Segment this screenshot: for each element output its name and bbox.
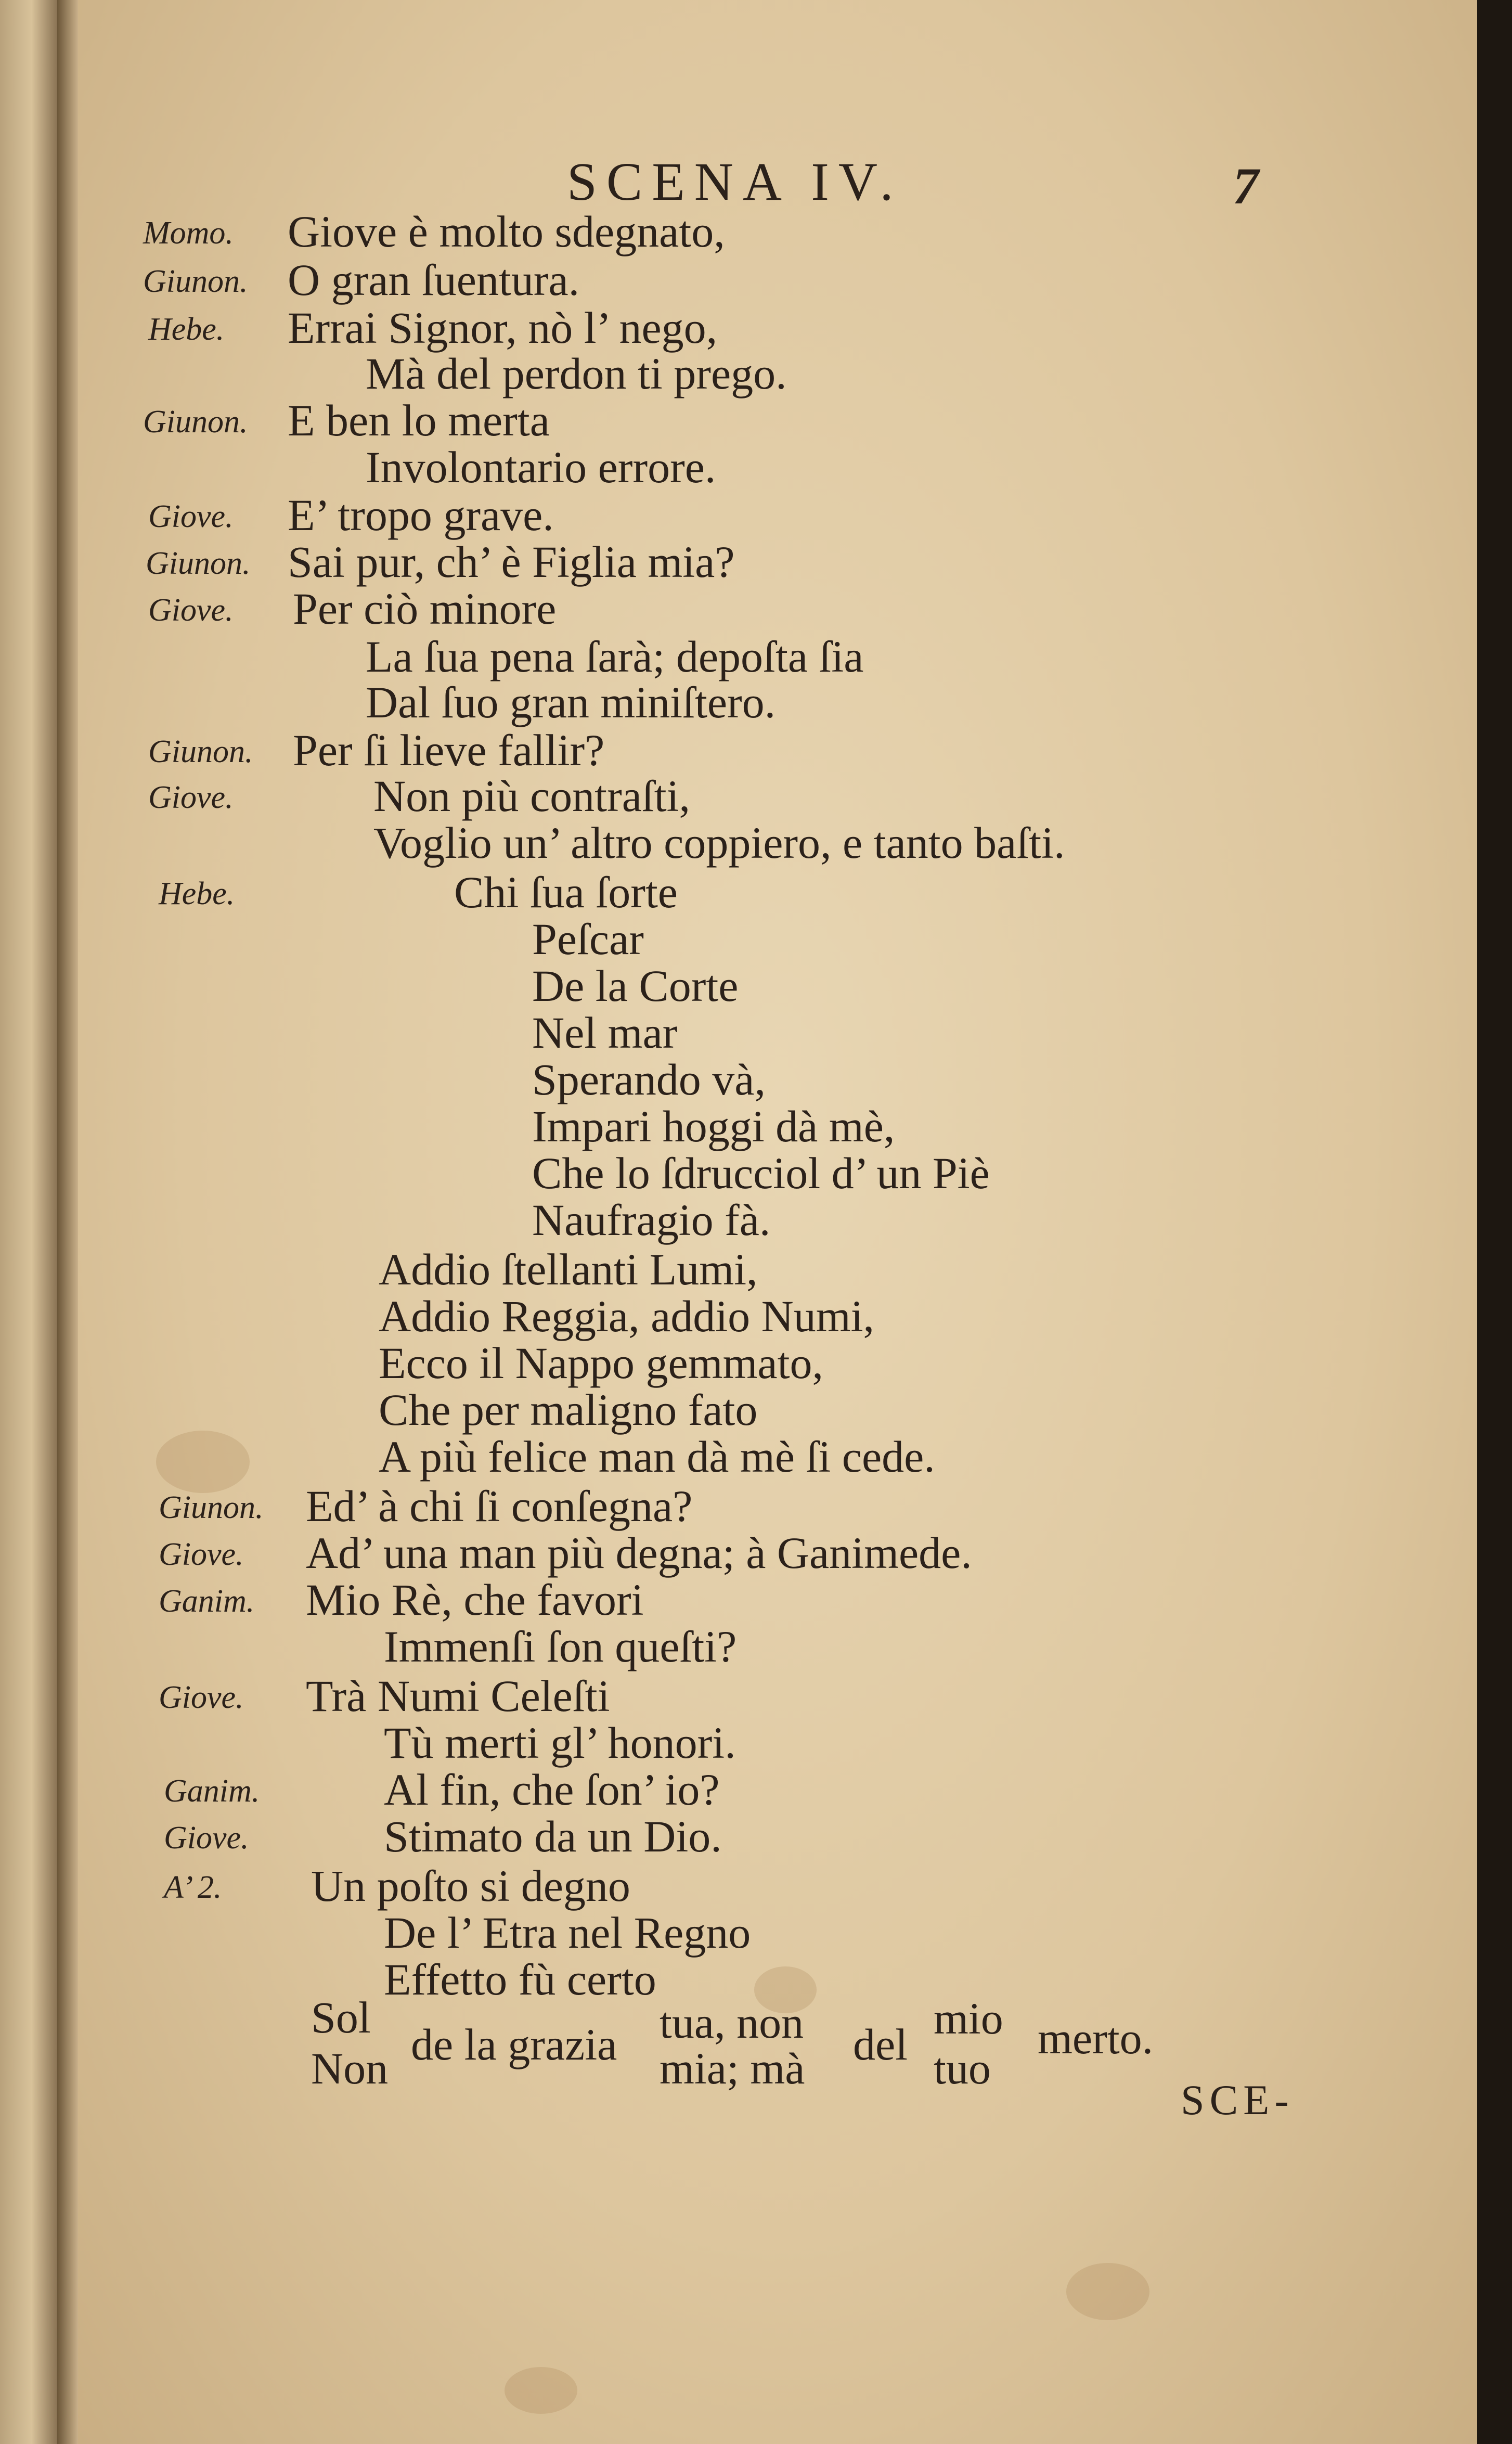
final-line-bottom-word: Non — [311, 2043, 389, 2093]
page-edge-shadow — [1477, 0, 1512, 2444]
final-line-end: merto. — [1038, 2013, 1154, 2063]
verse-line: Stimato da un Dio. — [384, 1811, 722, 1861]
speaker-label: A’ 2. — [164, 1870, 222, 1905]
foxing-stain — [156, 1431, 250, 1493]
verse-line: Chi ſua ſorte — [454, 867, 678, 917]
verse-line: Per ſi lieve fallir? — [293, 725, 605, 775]
verse-line: De la Corte — [532, 961, 739, 1011]
speaker-label: Giove. — [148, 780, 234, 815]
book-gutter — [57, 0, 78, 2444]
speaker-label: Giove. — [164, 1820, 249, 1856]
foxing-stain — [1066, 2263, 1149, 2320]
speaker-label: Hebe. — [159, 876, 235, 911]
verse-line: Che lo ſdrucciol d’ un Piè — [532, 1148, 990, 1198]
final-line-option-1-top: tua, non — [660, 1998, 804, 2048]
verse-line: Un poſto si degno — [311, 1861, 630, 1911]
verse-line: De l’ Etra nel Regno — [384, 1908, 751, 1958]
verse-line: Dal ſuo gran miniſtero. — [366, 677, 776, 727]
final-line-option-1-bottom: mia; mà — [660, 2043, 805, 2093]
speaker-label: Giove. — [148, 499, 234, 534]
verse-line: Giove è molto sdegnato, — [288, 207, 725, 256]
verse-line: Ed’ à chi ſi conſegna? — [306, 1481, 693, 1531]
verse-line: Che per maligno fato — [379, 1385, 758, 1435]
final-line-option-2-top: mio — [934, 1993, 1003, 2043]
speaker-label: Giunon. — [143, 404, 248, 440]
verse-line: E ben lo merta — [288, 395, 550, 445]
final-line-middle: de la grazia — [411, 2019, 617, 2069]
verse-line: Tù merti gl’ honori. — [384, 1718, 736, 1768]
speaker-label: Ganim. — [159, 1584, 255, 1619]
speaker-label: Momo. — [143, 215, 234, 251]
adjacent-page-edge — [0, 0, 57, 2444]
scene-heading: SCENA IV. — [567, 152, 903, 212]
catchword: SCE- — [1181, 2076, 1294, 2124]
verse-line: Addio ſtellanti Lumi, — [379, 1244, 758, 1294]
verse-line: Ecco il Nappo gemmato, — [379, 1338, 823, 1388]
verse-line: Sperando và, — [532, 1054, 766, 1104]
speaker-label: Giunon. — [159, 1490, 264, 1525]
speaker-label: Giunon. — [143, 264, 248, 299]
verse-line: Involontario errore. — [366, 442, 716, 492]
verse-line: Mio Rè, che favori — [306, 1575, 644, 1625]
verse-line: Errai Signor, nò l’ nego, — [288, 303, 718, 353]
final-line-connector: del — [853, 2019, 908, 2069]
verse-line: Sai pur, ch’ è Figlia mia? — [288, 537, 735, 587]
verse-line: Nel mar — [532, 1008, 678, 1058]
speaker-label: Giunon. — [148, 734, 253, 769]
verse-line: Naufragio fà. — [532, 1195, 771, 1245]
foxing-stain — [505, 2367, 577, 2414]
verse-line: O gran ſuentura. — [288, 255, 580, 305]
verse-line: E’ tropo grave. — [288, 490, 554, 540]
verse-line: Non più contraſti, — [373, 771, 691, 821]
verse-line: Per ciò minore — [293, 584, 557, 634]
final-line-top-word: Sol — [311, 1992, 371, 2042]
speaker-label: Giove. — [159, 1537, 244, 1572]
speaker-label: Ganim. — [164, 1773, 260, 1809]
speaker-label: Giove. — [159, 1680, 244, 1715]
verse-line: Addio Reggia, addio Numi, — [379, 1291, 875, 1341]
verse-line: Trà Numi Celeſti — [306, 1671, 610, 1721]
verse-line: Mà del perdon ti prego. — [366, 349, 787, 398]
speaker-label: Hebe. — [148, 312, 225, 347]
final-line-option-2-bottom: tuo — [934, 2043, 991, 2093]
verse-line: Impari hoggi dà mè, — [532, 1101, 895, 1151]
verse-line: La ſua pena ſarà; depoſta ſia — [366, 632, 864, 681]
verse-line: Voglio un’ altro coppiero, e tanto baſti. — [373, 818, 1065, 868]
verse-line: Peſcar — [532, 914, 644, 964]
verse-line: Al fin, che ſon’ io? — [384, 1765, 720, 1815]
speaker-label: Giove. — [148, 593, 234, 628]
verse-line: Effetto fù certo — [384, 1954, 656, 2004]
verse-line: A più felice man dà mè ſi cede. — [379, 1432, 935, 1482]
verse-line: Immenſi ſon queſti? — [384, 1622, 737, 1671]
speaker-label: Giunon. — [146, 546, 251, 581]
verse-line: Ad’ una man più degna; à Ganimede. — [306, 1528, 972, 1578]
page-number: 7 — [1233, 157, 1259, 215]
